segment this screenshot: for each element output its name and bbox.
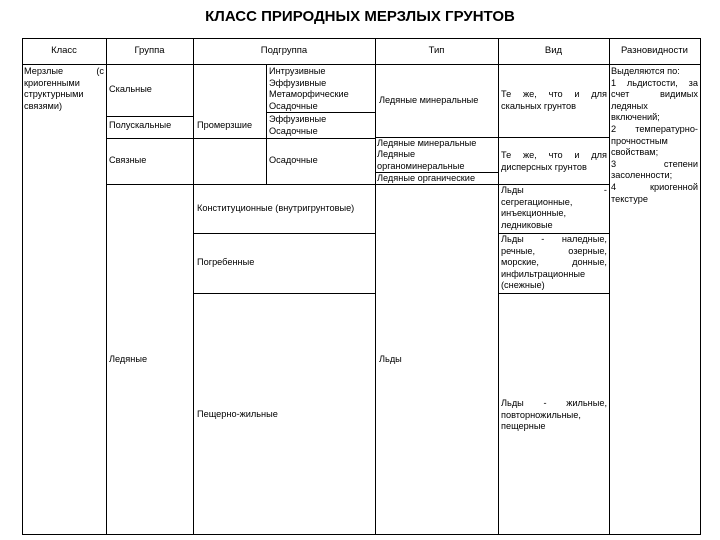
group-cohesive: Связные	[109, 155, 147, 165]
header-class: Класс	[51, 45, 77, 56]
variety-line: 2 температурно-	[611, 123, 698, 134]
class-line: Мерзлые	[24, 66, 64, 76]
variety-line: свойствам;	[611, 147, 659, 158]
type-ice: Льды	[379, 354, 402, 364]
kind-line: скальных грунтов	[501, 100, 577, 111]
group-icy: Ледяные	[109, 354, 148, 364]
variety-line: 1 льдистости, за	[611, 77, 698, 88]
kind-line: сегрегационные,	[501, 196, 573, 207]
page-title: КЛАСС ПРИРОДНЫХ МЕРЗЛЫХ ГРУНТОВ	[205, 8, 515, 25]
kind-segregation	[501, 185, 607, 231]
kind-line: (снежные)	[501, 280, 545, 291]
kind-line: пещерные	[501, 421, 546, 432]
variety-line: 3 степени	[611, 158, 698, 169]
type-ice-organomineral	[377, 149, 464, 172]
subgroup-divider-3	[193, 233, 376, 234]
kind-line: инфильтрационные	[501, 268, 586, 279]
kind-line: морские, донные,	[501, 257, 607, 268]
subgroup-inner-divider	[266, 64, 267, 185]
variety-line: прочностным	[611, 135, 668, 146]
group-semirocky: Полускальные	[109, 120, 172, 130]
subgroup-item: Осадочные	[269, 100, 318, 111]
type-line: Ледяные	[377, 149, 416, 159]
subgroup-divider-2	[193, 138, 376, 139]
kind-rocky-soils	[501, 89, 607, 112]
class-line: (с	[96, 66, 104, 76]
subgroup-buried: Погребенные	[197, 257, 255, 267]
type-ice-mineral: Ледяные минеральные	[379, 95, 479, 105]
group-divider-2	[106, 138, 194, 139]
subgroup-item: Интрузивные	[269, 66, 326, 76]
class-cell	[24, 66, 104, 112]
subgroup-divider-4	[193, 293, 376, 294]
header-type: Тип	[428, 45, 445, 56]
class-line: структурными	[24, 89, 84, 100]
table-border-right	[700, 38, 701, 535]
subgroup-sedimentary: Осадочные	[269, 155, 318, 165]
type-ice-organic: Ледяные органические	[377, 173, 476, 183]
group-divider-3	[106, 184, 376, 185]
header-variety: Разновидности	[621, 45, 688, 56]
kind-line: инъекционные,	[501, 208, 566, 219]
subgroup-cave-vein: Пещерно-жильные	[197, 409, 278, 419]
subgroup-item: Эффузивные	[269, 114, 327, 124]
kind-line: речные, озерные,	[501, 245, 607, 256]
kind-line: Те же, что и для	[501, 150, 607, 160]
subgroup-item: Метаморфические	[269, 89, 349, 100]
kind-line: Льды - наледные,	[501, 234, 607, 244]
kind-naled	[501, 234, 607, 292]
variety-line: ледяных	[611, 100, 648, 111]
variety-line: 4 криогенной	[611, 181, 698, 192]
kind-line: дисперсных грунтов	[501, 161, 587, 172]
type-ice-mineral-2: Ледяные минеральные	[377, 138, 477, 148]
table-border-bottom	[22, 534, 701, 535]
kind-line: Льды -	[501, 185, 607, 195]
subgroup-item: Эффузивные	[269, 77, 327, 88]
group-rocky: Скальные	[109, 84, 152, 94]
subgroup-rocky-list	[269, 66, 349, 112]
table-border-left	[22, 38, 23, 535]
kind-vein	[501, 398, 607, 433]
class-line: криогенными	[24, 77, 80, 88]
col-divider-5	[609, 38, 610, 535]
variety-line: включений;	[611, 112, 660, 123]
header-divider	[22, 64, 701, 65]
header-kind: Вид	[544, 45, 563, 56]
subgroup-semirocky-list	[269, 114, 326, 137]
variety-line: Выделяются по:	[611, 66, 680, 76]
type-line: органоминеральные	[377, 160, 465, 171]
class-line: связями)	[24, 100, 63, 111]
variety-line: засоленности;	[611, 170, 673, 181]
kind-line: ледниковые	[501, 219, 553, 230]
subgroup-constitutional: Конституционные (внутригрунтовые)	[197, 203, 355, 213]
table-border-top	[22, 38, 701, 39]
header-subgroup: Подгруппа	[260, 45, 308, 56]
kind-disperse-soils	[501, 150, 607, 173]
subgroup-frozen: Промерзшие	[197, 120, 253, 130]
header-group: Группа	[134, 45, 165, 56]
variety-line: счет видимых	[611, 89, 698, 100]
variety-line: текстуре	[611, 193, 648, 204]
kind-divider-1	[498, 137, 610, 138]
kind-line: Льды - жильные,	[501, 398, 607, 408]
col-divider-2	[193, 64, 194, 534]
kind-line: Те же, что и для	[501, 89, 607, 99]
variety-cell	[611, 66, 698, 205]
col-divider-1	[106, 38, 107, 535]
kind-divider-4	[498, 293, 610, 294]
subgroup-item: Осадочные	[269, 125, 318, 136]
group-divider-1	[106, 116, 194, 117]
col-divider-4	[498, 38, 499, 535]
kind-line: повторножильные,	[501, 409, 581, 420]
